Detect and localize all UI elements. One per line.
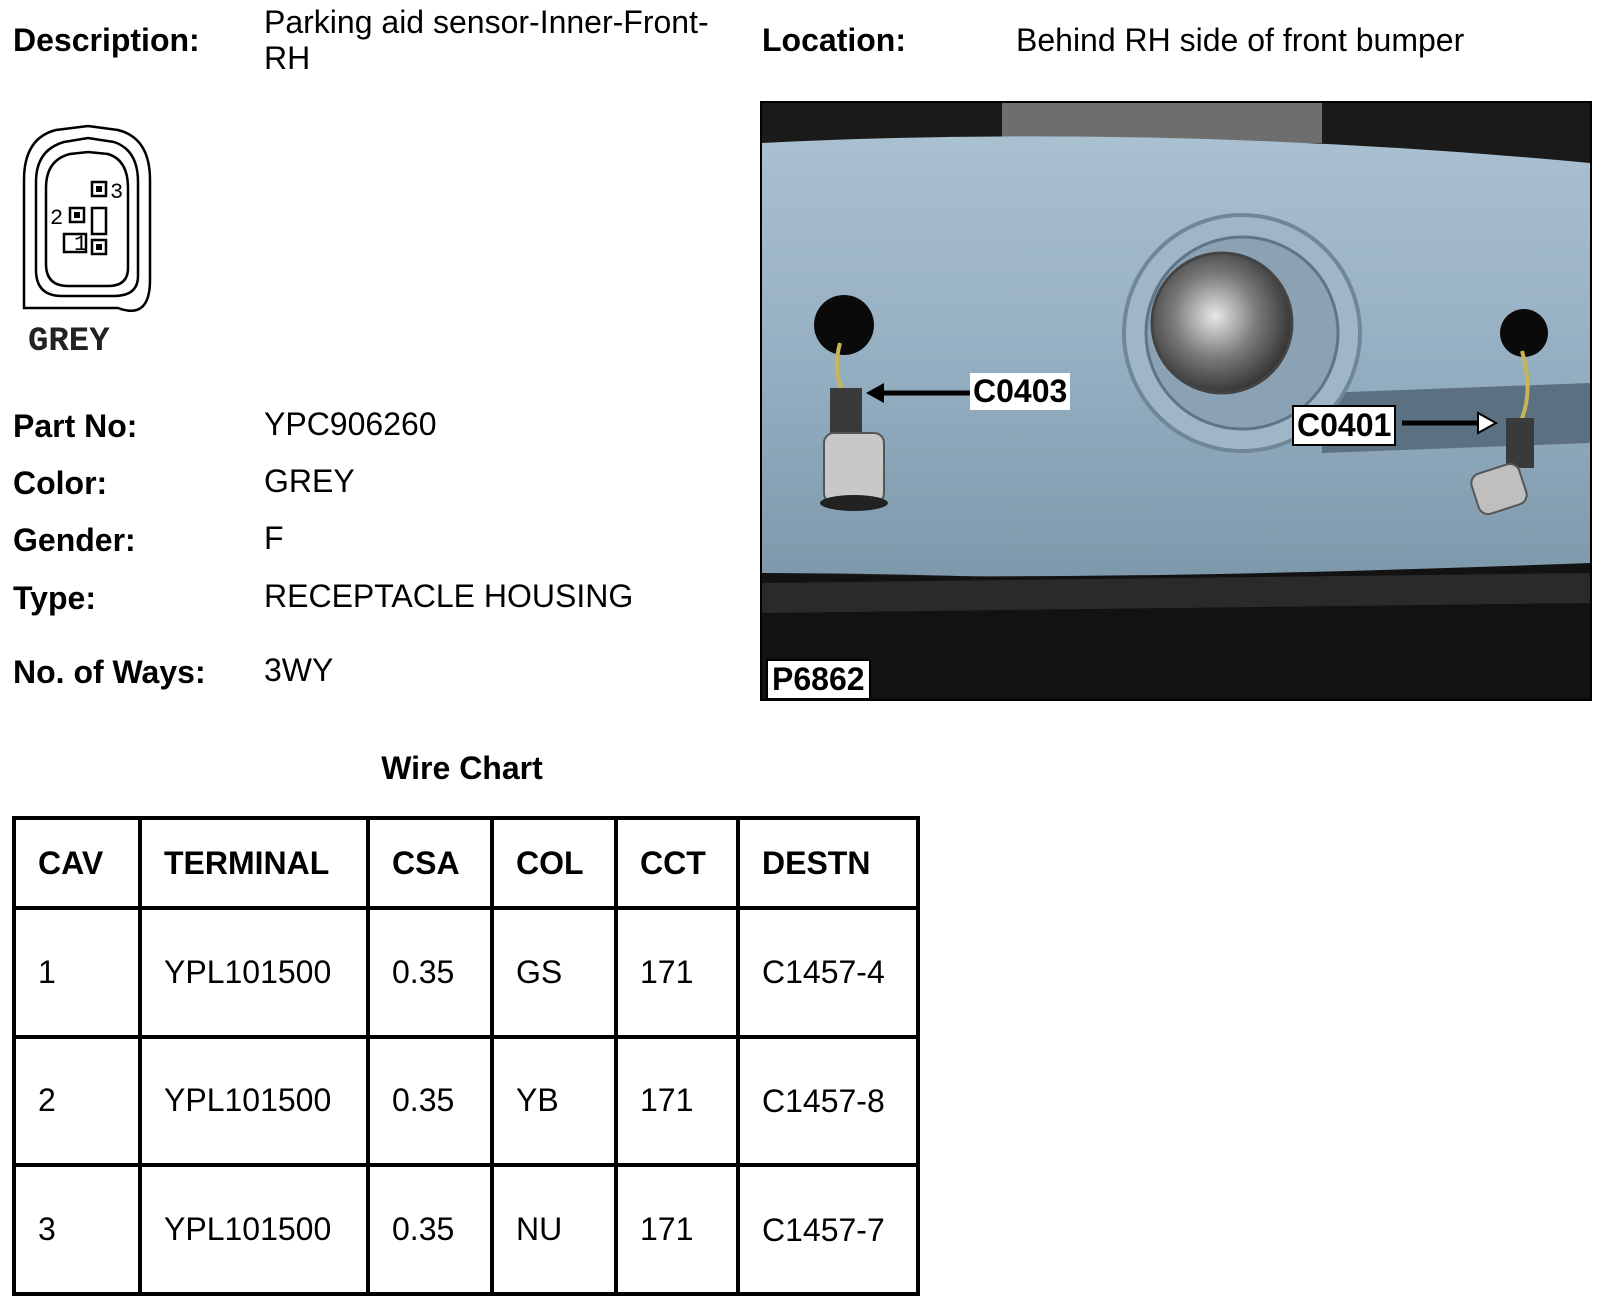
- wire-chart-table: [12, 816, 920, 1296]
- cell-destn: C1457-7: [738, 1165, 918, 1294]
- cell-cct: 171: [616, 1165, 738, 1294]
- cell-col: NU: [492, 1165, 616, 1294]
- part-no-value: YPC906260: [264, 406, 437, 442]
- header-csa: CSA: [368, 818, 492, 908]
- type-label: Type:: [13, 580, 96, 616]
- cell-destn: C1457-4: [738, 908, 918, 1037]
- description-value: Parking aid sensor-Inner-Front-RH: [264, 4, 709, 76]
- cell-col: GS: [492, 908, 616, 1037]
- location-value: Behind RH side of front bumper: [1016, 22, 1465, 58]
- ways-value: 3WY: [264, 652, 334, 688]
- type-value: RECEPTACLE HOUSING: [264, 578, 634, 614]
- cell-cav: 2: [14, 1037, 140, 1166]
- location-photo: [760, 101, 1592, 701]
- header-cct: CCT: [616, 818, 738, 908]
- gender-value: F: [264, 520, 284, 556]
- cell-cav: 1: [14, 908, 140, 1037]
- description-label: Description:: [13, 22, 200, 58]
- cell-csa: 0.35: [368, 908, 492, 1037]
- cell-terminal: YPL101500: [140, 908, 368, 1037]
- header-terminal: TERMINAL: [140, 818, 368, 908]
- connector-color-caption: GREY: [28, 323, 110, 360]
- table-header-row: [14, 818, 918, 908]
- table-row: [14, 1165, 918, 1294]
- photo-id-label: P6862: [766, 659, 871, 700]
- cell-csa: 0.35: [368, 1165, 492, 1294]
- wire-chart-title: Wire Chart: [381, 750, 543, 786]
- cell-terminal: YPL101500: [140, 1037, 368, 1166]
- location-label: Location:: [762, 22, 906, 58]
- cell-csa: 0.35: [368, 1037, 492, 1166]
- cell-cct: 171: [616, 908, 738, 1037]
- pin-label-3: 3: [110, 180, 124, 205]
- cell-col: YB: [492, 1037, 616, 1166]
- bumper-photo-illustration: [762, 103, 1590, 699]
- gender-label: Gender:: [13, 522, 136, 558]
- color-value: GREY: [264, 463, 355, 499]
- callout-c0403: C0403: [970, 373, 1070, 410]
- cell-cct: 171: [616, 1037, 738, 1166]
- part-no-label: Part No:: [13, 408, 138, 444]
- callout-c0401: C0401: [1292, 405, 1396, 446]
- pin-label-2: 2: [50, 206, 64, 231]
- header-destn: DESTN: [738, 818, 918, 908]
- table-row: [14, 908, 918, 1037]
- pin-label-1: 1: [74, 232, 88, 257]
- cell-terminal: YPL101500: [140, 1165, 368, 1294]
- connector-face-diagram: [18, 120, 156, 360]
- table-row: [14, 1037, 918, 1166]
- cell-destn: C1457-8: [738, 1037, 918, 1166]
- header-col: COL: [492, 818, 616, 908]
- color-label: Color:: [13, 465, 108, 501]
- ways-label: No. of Ways:: [13, 654, 206, 690]
- cell-cav: 3: [14, 1165, 140, 1294]
- header-cav: CAV: [14, 818, 140, 908]
